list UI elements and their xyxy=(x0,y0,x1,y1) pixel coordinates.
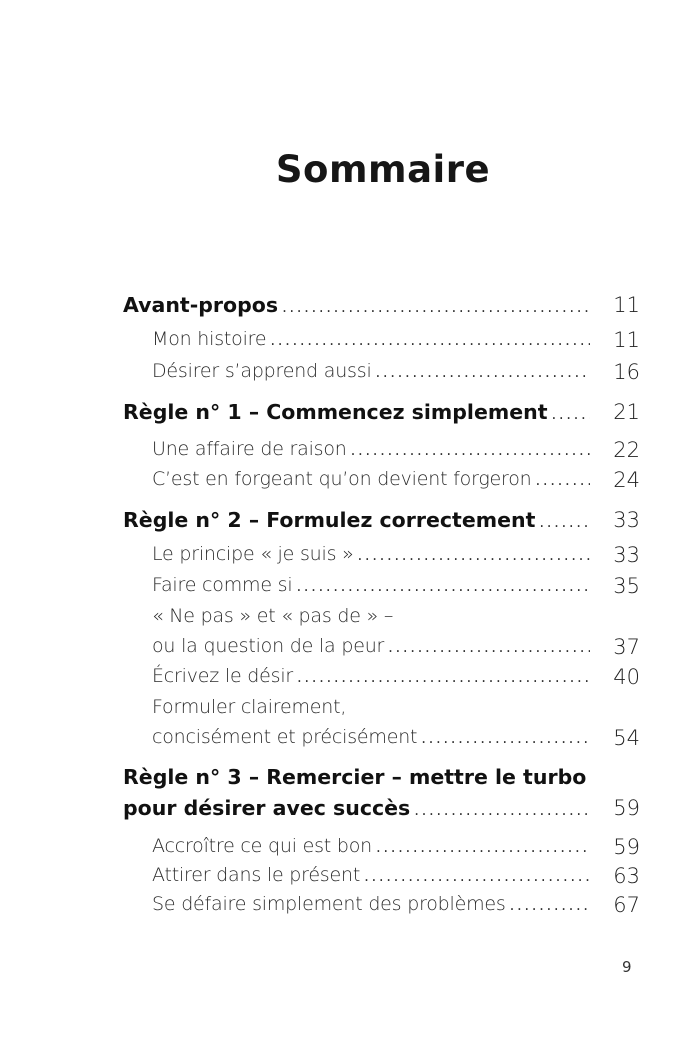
dot-leader xyxy=(539,513,590,531)
dot-leader xyxy=(282,298,590,316)
toc-sub-entry xyxy=(152,893,640,923)
toc-entry-text-area xyxy=(123,765,590,789)
toc-sub-entry xyxy=(152,726,640,756)
toc-page-number: 24 xyxy=(613,468,640,492)
toc-page-number: 67 xyxy=(613,893,640,917)
dot-leader xyxy=(296,577,590,595)
toc-sub-entry xyxy=(152,328,640,358)
toc-heading-entry xyxy=(123,796,640,826)
page-title: Sommaire xyxy=(275,148,491,191)
dot-leader xyxy=(351,441,590,459)
toc-entry-label: Règle n° 1 – Commencez simplement xyxy=(123,400,548,424)
toc-entry-label: Se défaire simplement des problèmes xyxy=(152,893,506,915)
toc-heading-entry xyxy=(123,293,640,323)
toc-sub-entry xyxy=(152,574,640,604)
dot-leader xyxy=(510,896,590,914)
toc-page-number: 59 xyxy=(613,835,640,859)
toc-sub-entry xyxy=(152,635,640,665)
dot-leader xyxy=(364,867,590,885)
toc-entry-text-area xyxy=(123,293,590,317)
toc-entry-text-area xyxy=(152,468,590,490)
toc-entry-label: Faire comme si xyxy=(152,574,293,596)
dot-leader xyxy=(388,638,590,656)
toc-entry-text-area xyxy=(152,864,590,886)
toc-entry-text-area xyxy=(152,893,590,915)
page-number: 9 xyxy=(622,958,632,976)
toc-sub-entry xyxy=(152,665,640,695)
toc-heading-entry xyxy=(123,765,640,795)
toc-entry-text-area xyxy=(123,796,590,820)
toc-sub-entry xyxy=(152,543,640,573)
toc-sub-entry xyxy=(152,438,640,468)
toc-entry-label: pour désirer avec succès xyxy=(123,796,411,820)
toc-entry-label: Formuler clairement, xyxy=(152,696,347,718)
toc-entry-label: C’est en forgeant qu’on devient forgeron xyxy=(152,468,532,490)
toc-page-number: 54 xyxy=(613,726,640,750)
toc-entry-label: concisément et précisément xyxy=(152,726,418,748)
toc-entry-text-area xyxy=(152,574,590,596)
toc-page-number: 11 xyxy=(613,293,640,317)
toc-entry-text-area xyxy=(152,635,590,657)
toc-page-number: 11 xyxy=(613,328,640,352)
toc-entry-text-area xyxy=(152,726,590,748)
toc-entry-text-area xyxy=(152,438,590,460)
toc-entry-text-area xyxy=(152,543,590,565)
toc-entry-label: Avant-propos xyxy=(123,293,279,317)
toc-entry-text-area xyxy=(152,835,590,857)
toc-entry-label: « Ne pas » et « pas de » – xyxy=(152,605,394,627)
dot-leader xyxy=(376,838,590,856)
toc-entry-label: Accroître ce qui est bon xyxy=(152,835,373,857)
toc-entry-label: Désirer s’apprend aussi xyxy=(152,360,372,382)
toc-page-number: 21 xyxy=(613,400,640,424)
toc-entry-text-area xyxy=(152,696,590,718)
toc-entry-text-area xyxy=(123,508,590,532)
toc-entry-label: Mon histoire xyxy=(152,328,267,350)
toc-sub-entry xyxy=(152,468,640,498)
toc-sub-entry xyxy=(152,864,640,894)
toc-entry-text-area xyxy=(152,360,590,382)
toc-sub-entry xyxy=(152,360,640,390)
dot-leader xyxy=(297,668,590,686)
dot-leader xyxy=(358,546,590,564)
dot-leader xyxy=(536,471,591,489)
toc-entry-label: Règle n° 3 – Remercier – mettre le turbo xyxy=(123,765,587,789)
dot-leader xyxy=(270,331,590,349)
toc-entry-label: Le principe « je suis » xyxy=(152,543,354,565)
dot-leader xyxy=(376,363,590,381)
toc-page-number: 33 xyxy=(613,543,640,567)
toc-page-number: 37 xyxy=(613,635,640,659)
toc-heading-entry xyxy=(123,400,640,430)
dot-leader xyxy=(552,405,590,423)
toc-heading-entry xyxy=(123,508,640,538)
toc-sub-entry xyxy=(152,605,640,635)
toc-entry-text-area xyxy=(152,328,590,350)
toc-sub-entry xyxy=(152,696,640,726)
toc-page-number: 59 xyxy=(613,796,640,820)
toc-entry-label: Une affaire de raison xyxy=(152,438,347,460)
toc-page-number: 33 xyxy=(613,508,640,532)
toc-entry-text-area xyxy=(152,665,590,687)
toc-sub-entry xyxy=(152,835,640,865)
dot-leader xyxy=(414,801,590,819)
toc-page-number: 63 xyxy=(613,864,640,888)
toc-entry-text-area xyxy=(123,400,590,424)
toc-entry-label: ou la question de la peur xyxy=(152,635,385,657)
toc-entry-label: Écrivez le désir xyxy=(152,665,294,687)
toc-entry-text-area xyxy=(152,605,590,627)
toc-entry-label: Règle n° 2 – Formulez correctement xyxy=(123,508,536,532)
toc-page-number: 40 xyxy=(613,665,640,689)
toc-page-number: 35 xyxy=(613,574,640,598)
toc-page-number: 16 xyxy=(613,360,640,384)
toc-page-number: 22 xyxy=(613,438,640,462)
dot-leader xyxy=(421,729,590,747)
toc-entry-label: Attirer dans le présent xyxy=(152,864,361,886)
